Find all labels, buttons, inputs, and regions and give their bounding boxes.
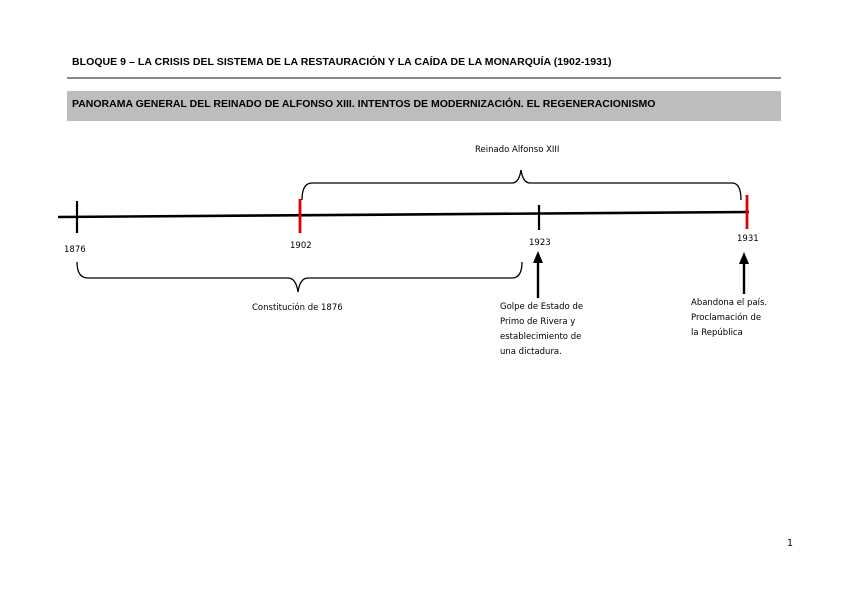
- block-title: BLOQUE 9 – LA CRISIS DEL SISTEMA DE LA RESTAURACIÓN Y LA CAÍDA DE LA MONARQUÍA (1902-1931): [72, 56, 612, 68]
- arrow-1923-head: [533, 251, 543, 263]
- year-1902: 1902: [290, 241, 312, 251]
- event-1931-note: [691, 296, 767, 341]
- page-number: 1: [787, 538, 794, 549]
- event-1923-note: [500, 300, 583, 360]
- event-1923-line: una dictadura.: [500, 347, 562, 357]
- year-1931: 1931: [737, 234, 759, 244]
- year-1923: 1923: [529, 238, 551, 248]
- event-1931-line: la República: [691, 328, 743, 338]
- event-1923-line: establecimiento de: [500, 332, 582, 342]
- event-1923-line: Primo de Rivera y: [500, 317, 576, 327]
- timeline-axis: [58, 212, 749, 217]
- year-1876: 1876: [64, 245, 86, 255]
- section-title: PANORAMA GENERAL DEL REINADO DE ALFONSO XIII. INTENTOS DE MODERNIZACIÓN. EL REGENERACIONISMO: [72, 98, 656, 110]
- brace-constitucion: [77, 262, 522, 292]
- upper-brace-label: Reinado Alfonso XIII: [475, 145, 560, 155]
- arrow-1931-head: [739, 252, 749, 264]
- event-1931-line: Proclamación de: [691, 313, 762, 323]
- event-1931-line: Abandona el país.: [691, 298, 768, 308]
- brace-reinado: [302, 170, 741, 200]
- event-1923-line: Golpe de Estado de: [500, 302, 584, 312]
- lower-brace-label: Constitución de 1876: [252, 303, 343, 313]
